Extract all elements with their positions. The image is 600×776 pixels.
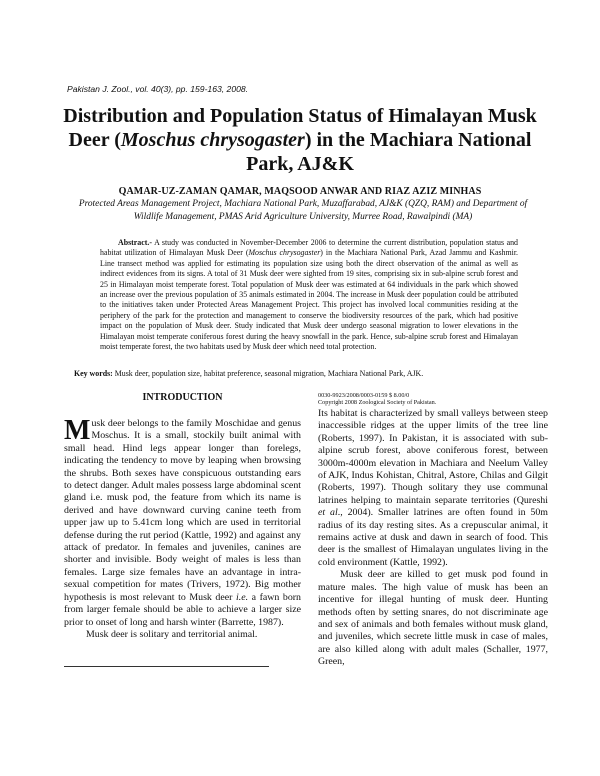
left-column [64, 415, 301, 641]
right-p1a: Its habitat is characterized by small valleys between steep inaccessible ridges at the upper limits of the tree line (Roberts, 1997). In Pakistan, it is associated with sub-alpine scrub forest, above coniferous forest, between 3000m-4000m elevation in Machiara and Neelum Valley of AJK, Indus Kohistan, Chitral, Astore, Chilas and Gilgit (Roberts, 1997). Though solitary they use communal latrines helping to maintain separate territories (Qureshi [318, 408, 548, 506]
intro-p1-text: usk deer belongs to the family Moschidae and genus Moschus. It is a small, stockily built animal with small head. Hind legs appear longer than forelegs, indicating the tendency to move by leaping when browsing the shrubs. Both sexes have conspicuous outstanding ears to detect danger. Adult males possess large abdominal scent gland i.e. musk pod, the feature from which its name is derived and have downward curving canine teeth from upper jaw up to 5.41cm long which are used in territorial defense during the rut period (Kattle, 1992) and against any attack of predator. In females and juveniles, canines are shorter and invisible. Body weight of males is less than females. Large size females have an advantage in intra-sexual competition for mates (Trivers, 1972). Big mother hypothesis is most relevant to Musk deer [64, 418, 301, 603]
right-paragraph-1 [318, 408, 548, 569]
keywords-label: Key words: [74, 369, 113, 378]
intro-p1-ie: i.e. [235, 591, 249, 603]
copyright-line-2: Copyright 2008 Zoological Society of Pakistan. [318, 399, 437, 407]
title-part-2: ) in the Machiara National Park, AJ&K [246, 129, 532, 175]
title-part-1: Distribution and Population Status of Himalayan Musk Deer ( [63, 105, 537, 151]
authors: QAMAR-UZ-ZAMAN QAMAR, MAQSOOD ANWAR AND RIAZ AZIZ MINHAS [118, 186, 482, 197]
right-column [318, 408, 548, 669]
intro-p1-end: a fawn born from larger female should be able to achieve a larger size prior to onset of long and harsh winter (Barrette, 1987). [64, 591, 301, 628]
introduction-heading: INTRODUCTION [142, 392, 223, 403]
title-species: Moschus chrysogaster [120, 129, 305, 151]
abstract-species: Moschus chrysogaster [248, 248, 321, 258]
paper-title [60, 104, 540, 176]
intro-paragraph-1 [64, 415, 301, 629]
keywords [74, 369, 534, 378]
abstract-label: Abstract.- [118, 238, 152, 247]
copyright-line-1: 0030-9923/2008/0003-0159 $ 8.00/0 [318, 392, 410, 399]
drop-cap: M [64, 415, 91, 446]
right-paragraph-2: Musk deer are killed to get musk pod found in mature males. The high value of musk has been an incentive for illegal hunting of musk deer. Hunting methods often by setting snares, do not discriminate age and sex of animals and both females without musk gland, and juveniles, which secrete little musk in case of males, are also killed along with adult males (Schaller, 1977, Green, [318, 569, 548, 668]
affiliation: Protected Areas Management Project, Machiara National Park, Muzaffarabad, AJ&K (QZQ, RAM) and Department of Wildlife Management, PMAS Arid Agriculture University, Murree Road, Rawalpindi (MA) [78, 199, 528, 222]
right-p1-etal: et al [318, 507, 338, 519]
intro-paragraph-2: Musk deer is solitary and territorial animal. [86, 628, 258, 640]
footnote-rule [64, 666, 269, 667]
copyright-block [318, 392, 548, 407]
right-p1b: ., 2004). Smaller latrines are often found in 50m radius of its day resting sites. As a crepuscular animal, it remains active at dusk and dawn in search of food. This deer is the smallest of Himalayan ungulates living in the cold environment (Kattle, 1992). [318, 507, 548, 568]
keywords-text: Musk deer, population size, habitat preference, seasonal migration, Machiara National Park, AJK. [112, 369, 424, 378]
abstract-text-2: ) in the Machiara National Park, Azad Jammu and Kashmir. Line transect method was applied for estimating its population size using both the direct observation of the animal as well as indirect evidences from its signs. A total of 31 Musk deer were sighted from 19 sites, comprising six in sub-alpine scrub forest and 25 in Himalayan moist temperate forest. Total population of Musk deer was estimated at 64 individuals in the park which showed an increase over the previous population of 35 animals estimated in 2004. The increase in Musk deer population could be attributed to the initiatives taken under Protected Areas Management Project. This project has involved local communities residing at the periphery of the park for the protection and management to conserve the biodiversity resources of the park, which had positive impact on the population of Musk deer. Study indicated that Musk deer undergo seasonal migration to lower elevations in the Himalayan moist temperate coniferous forest during the heavy snowfall in the park. Hence, sub-alpine scrub forest and Himalayan moist temperate forest, the two habitats used by Musk deer which need total protection. [100, 248, 518, 352]
abstract [100, 238, 518, 352]
abstract-text-1: A study was conducted in November-December 2006 to determine the current distribution, population status and habitat utilization of Himalayan Musk Deer ( [100, 238, 518, 258]
journal-reference: Pakistan J. Zool., vol. 40(3), pp. 159-163, 2008. [67, 84, 249, 94]
